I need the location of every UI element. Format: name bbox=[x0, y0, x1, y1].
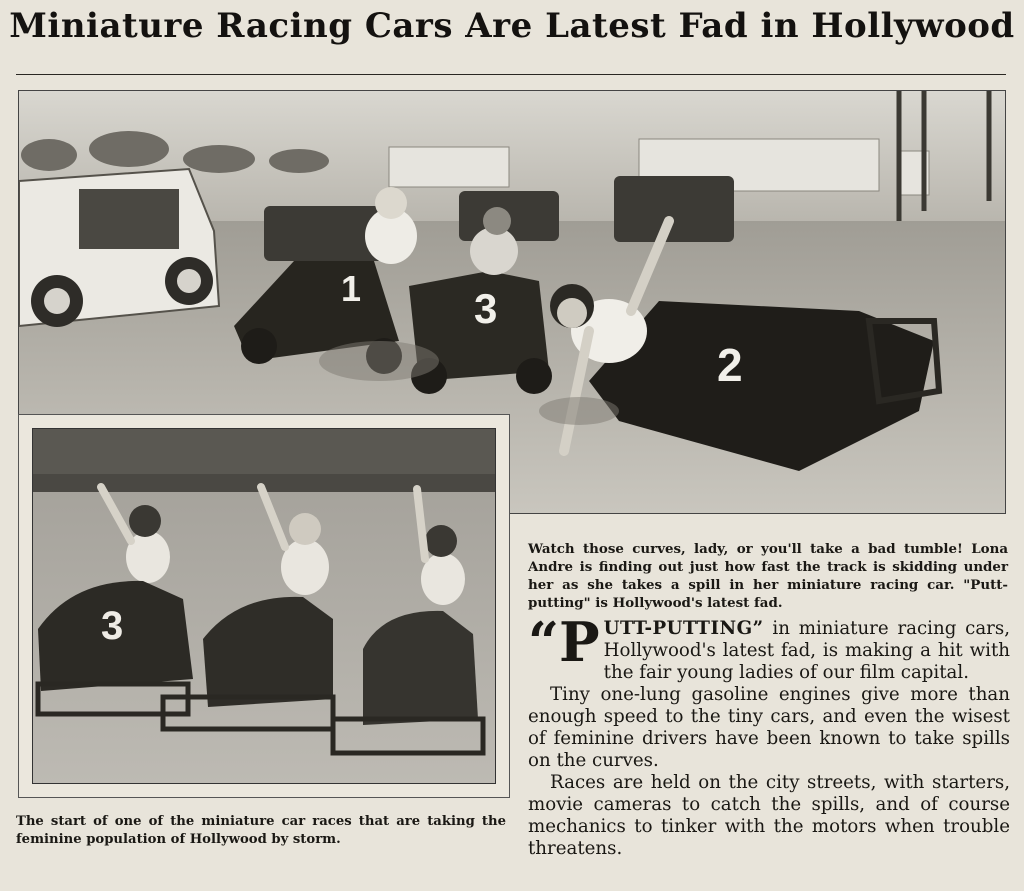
main-photo-caption: Watch those curves, lady, or you'll take a bad tumble! Lona Andre is finding out just how fast the track is skidding under her as she takes a spill in her miniature racing car. "Putt-putting" is Hollywood's latest fad. bbox=[528, 541, 1008, 611]
car-number-1: 1 bbox=[341, 268, 362, 309]
article-paragraph-1 bbox=[528, 610, 1010, 684]
touring-car bbox=[19, 169, 219, 327]
car-number-3: 3 bbox=[474, 285, 498, 332]
inset-photo bbox=[32, 428, 496, 784]
article-paragraph-2: Tiny one-lung gasoline engines give more than enough speed to the tiny cars, and even the wisest of feminine drivers have been known to take spills on the curves. bbox=[528, 684, 1010, 771]
article-paragraph-3: Races are held on the city streets, with starters, movie cameras to catch the spills, and of course mechanics to tinker with the motors when trouble threatens. bbox=[528, 772, 1010, 859]
inset-photo-caption: The start of one of the miniature car races that are taking the feminine population of Hollywood by storm. bbox=[16, 814, 506, 847]
paragraph-1-text: in miniature racing cars, Hollywood's latest fad, is making a hit with the fair young ladies of our film capital. bbox=[603, 618, 1010, 683]
headline-rule bbox=[16, 74, 1006, 75]
inset-photo-illustration bbox=[33, 429, 495, 783]
lead-caps: UTT-PUTTING” bbox=[603, 618, 764, 639]
inset-car-number-3: 3 bbox=[101, 604, 124, 648]
car-number-2: 2 bbox=[717, 339, 743, 391]
headline: Miniature Racing Cars Are Latest Fad in Hollywood bbox=[9, 6, 1015, 46]
article-body bbox=[528, 610, 1010, 860]
drop-cap: “P bbox=[528, 610, 600, 674]
